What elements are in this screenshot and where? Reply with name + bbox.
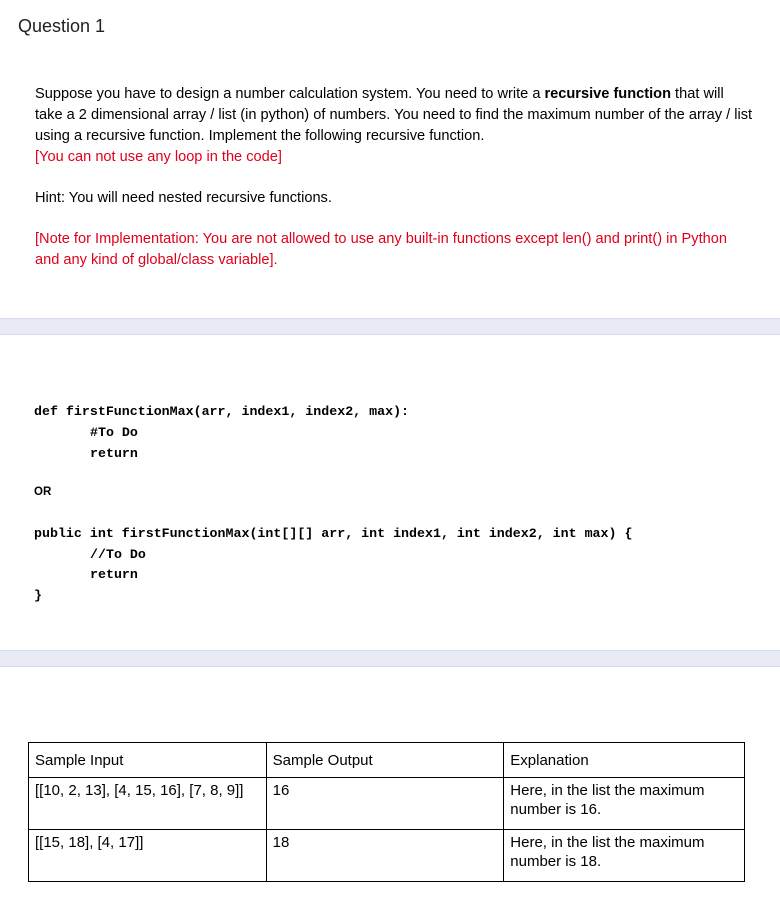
python-signature: def firstFunctionMax(arr, index1, index2, max): [34,404,410,419]
header-sample-output: Sample Output [266,743,504,778]
or-label: OR [34,486,52,498]
python-todo: #To Do [90,425,138,440]
table-row [29,778,745,830]
cell-input: [[10, 2, 13], [4, 15, 16], [7, 8, 9]] [29,778,267,830]
java-close-brace: } [34,588,42,603]
cell-input: [[15, 18], [4, 17]] [29,830,267,882]
problem-text-bold: recursive function [544,86,671,102]
implementation-note: [Note for Implementation: You are not allowed to use any built-in functions except len() and print() in Python and any kind of global/class variable]. [35,231,727,268]
sample-table [28,742,745,882]
java-return: return [90,567,138,582]
table-header-row [29,743,745,778]
section-divider [0,318,780,335]
header-sample-input: Sample Input [29,743,267,778]
problem-text-b: that will take a 2 dimensional array / list (in python) of numbers. You need to find the maximum number of the array / list using a recursive function. Implement the following recursive function. [35,86,753,144]
question-title: Question 1 [18,16,106,36]
cell-explanation: Here, in the list the maximum number is 18. [504,830,745,882]
python-return: return [90,446,138,461]
problem-paragraph [35,84,755,147]
loop-restriction-note: [You can not use any loop in the code] [35,149,282,165]
problem-text-a: Suppose you have to design a number calculation system. You need to write a [35,86,545,102]
cell-output: 16 [266,778,504,830]
header-explanation: Explanation [504,743,745,778]
table-row [29,830,745,882]
problem-statement [35,84,755,271]
java-todo: //To Do [90,547,146,562]
java-signature: public int firstFunctionMax(int[][] arr, int index1, int index2, int max) { [34,526,633,541]
section-divider [0,650,780,667]
cell-output: 18 [266,830,504,882]
cell-explanation: Here, in the list the maximum number is 16. [504,778,745,830]
hint-text: Hint: You will need nested recursive functions. [35,190,332,206]
